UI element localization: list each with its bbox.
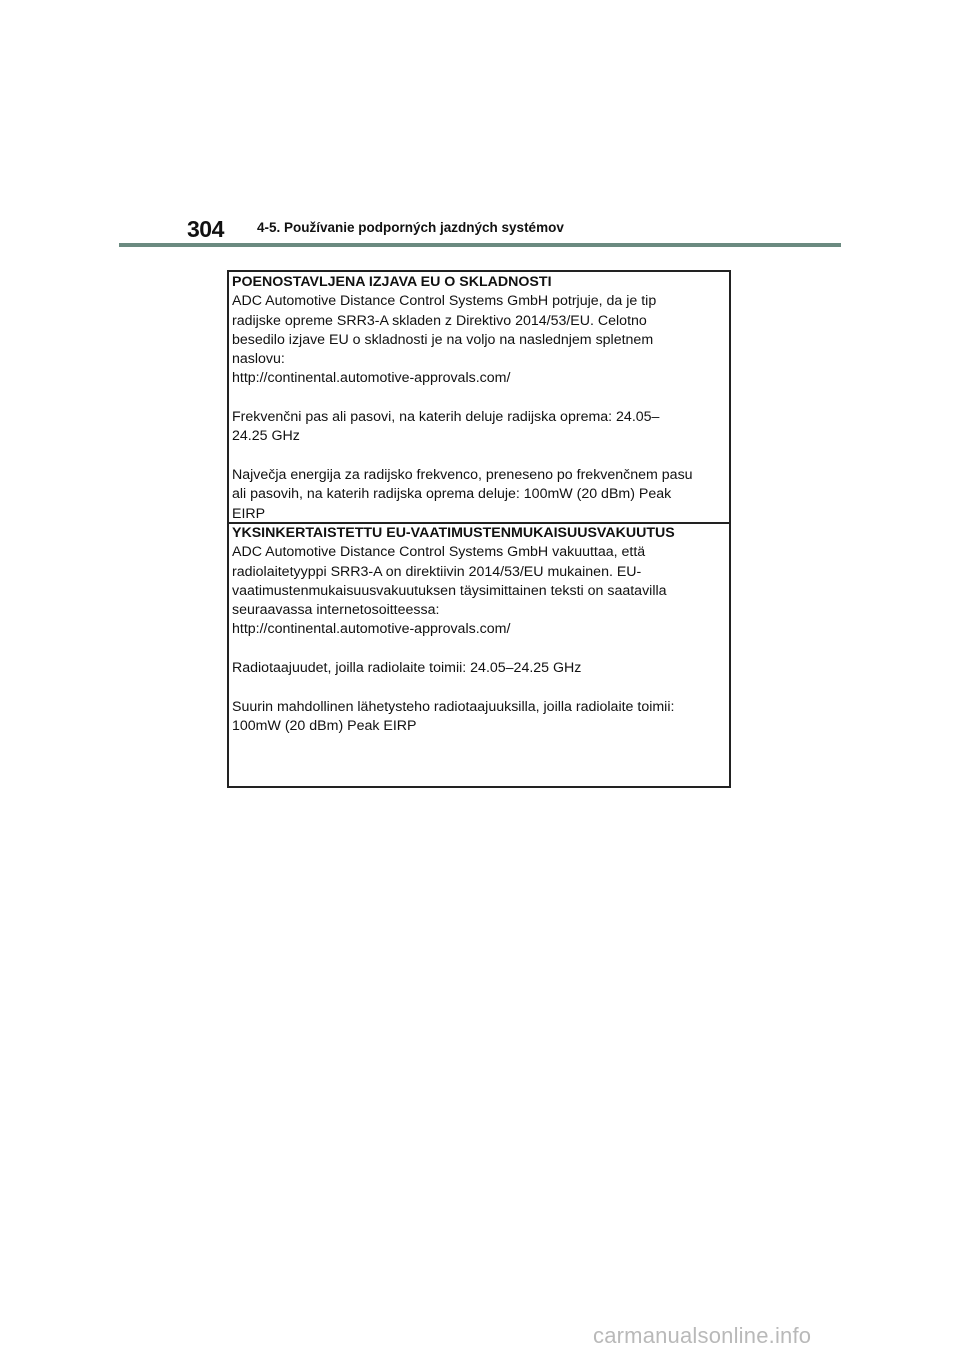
slovenian-para2-line: 24.25 GHz xyxy=(232,428,300,445)
paragraph-gap xyxy=(232,389,726,408)
finnish-para1-line: ADC Automotive Distance Control Systems GmbH vakuuttaa, että xyxy=(232,544,646,561)
paragraph-gap xyxy=(232,447,726,466)
slovenian-para3-line: Največja energija za radijsko frekvenco, preneseno po frekvenčnem pasu xyxy=(232,466,693,483)
finnish-para2-line: Radiotaajuudet, joilla radiolaite toimii: 24.05–24.25 GHz xyxy=(232,660,582,677)
finnish-para3-line: 100mW (20 dBm) Peak EIRP xyxy=(232,717,417,734)
finnish-url: http://continental.automotive-approvals.com/ xyxy=(232,621,511,638)
slovenian-para2-line: Frekvenčni pas ali pasovi, na katerih deluje radijska oprema: 24.05– xyxy=(232,409,660,426)
finnish-para3-line: Suurin mahdollinen lähetysteho radiotaajuuksilla, joilla radiolaite toimii: xyxy=(232,698,675,715)
finnish-para1-line: seuraavassa internetosoitteessa: xyxy=(232,602,440,619)
slovenian-para1-line: radijske opreme SRR3-A skladen z Direktivo 2014/53/EU. Celotno xyxy=(232,312,647,329)
slovenian-url: http://continental.automotive-approvals.com/ xyxy=(232,370,511,387)
slovenian-para3-line: EIRP xyxy=(232,505,266,522)
slovenian-heading: POENOSTAVLJENA IZJAVA EU O SKLADNOSTI xyxy=(232,274,552,290)
slovenian-declaration xyxy=(229,273,729,521)
slovenian-para1-line: naslovu: xyxy=(232,351,285,368)
paragraph-gap xyxy=(232,678,726,697)
slovenian-para1-line: ADC Automotive Distance Control Systems GmbH potrjuje, da je tip xyxy=(232,293,657,310)
declaration-box xyxy=(227,270,731,788)
slovenian-para1-line: besedilo izjave EU o skladnosti je na voljo na naslednjem spletnem xyxy=(232,331,654,348)
header-rule xyxy=(119,243,841,247)
page-header xyxy=(119,216,841,248)
page-number: 304 xyxy=(187,216,224,242)
finnish-para1-line: radiolaitetyyppi SRR3-A on direktiivin 2014/53/EU mukainen. EU- xyxy=(232,563,642,580)
section-title: 4-5. Používanie podporných jazdných systémov xyxy=(257,220,564,235)
paragraph-gap xyxy=(232,640,726,659)
watermark: carmanualsonline.info xyxy=(593,1323,812,1348)
slovenian-para3-line: ali pasovih, na katerih radijska oprema deluje: 100mW (20 dBm) Peak xyxy=(232,486,672,503)
finnish-para1-line: vaatimustenmukaisuusvakuutuksen täysimittainen teksti on saatavilla xyxy=(232,582,667,599)
finnish-heading: YKSINKERTAISTETTU EU-VAATIMUSTENMUKAISUUSVAKUUTUS xyxy=(232,525,675,541)
finnish-declaration xyxy=(229,522,729,786)
